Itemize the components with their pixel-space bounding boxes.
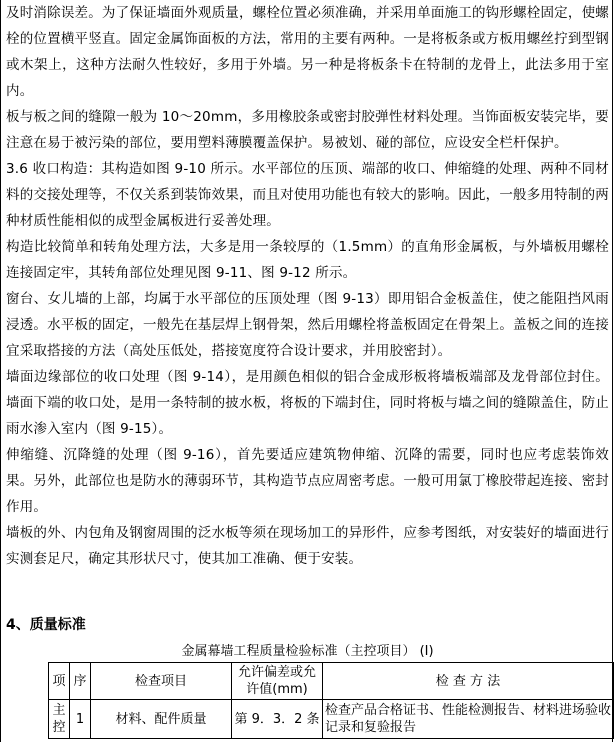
- cell-tolerance: 第 9．3．2 条: [232, 700, 323, 739]
- cell-item-type: 主控: [49, 700, 70, 739]
- table-header-row: [49, 663, 614, 700]
- paragraph-edge-closure: 墙面边缘部位的收口处理（图 9-14），是用颜色相似的铝合金成形板将墙板端部及龙骨部位封住。墙面下端的收口处，是用一条特制的披水板，将板的下端封住，同时将板与墙之间的缝隙盖住，防止雨水渗入室内（图 9-15）。: [6, 369, 609, 437]
- cell-check-item: 材料、配件质量: [91, 700, 232, 739]
- cell-seq: 1: [70, 700, 91, 739]
- paragraph-panel-gaps: 板与板之间的缝隙一般为 10～20mm，多用橡胶条或密封胶弹性材料处理。当饰面板安装完毕，要注意在易于被污染的部位，要用塑料薄膜覆盖保护。易被划、碰的部位，应设安全栏杆保护。: [6, 109, 609, 151]
- paragraph-corner-treatment: 构造比较简单和转角处理方法，大多是用一条较厚的（1.5mm）的直角形金属板，与外墙板用螺栓连接固定牢，其转角部位处理见图 9-11、图 9-12 所示。: [6, 239, 609, 281]
- header-item-type: 项: [49, 663, 70, 700]
- table-row: [49, 700, 614, 739]
- header-tolerance: 允许偏差或允许值(mm): [232, 663, 323, 700]
- quality-inspection-table: [48, 662, 614, 739]
- paragraph-flashing: 墙板的外、内包角及钢窗周围的泛水板等须在现场加工的异形件，应参考图纸，对安装好的墙面进行实测套足尺，确定其形状尺寸，使其加工准确、便于安装。: [6, 525, 609, 567]
- header-check-item: 检查项目: [91, 663, 232, 700]
- paragraph-bolt-fixing: 及时消除误差。为了保证墙面外观质量，螺栓位置必须准确，并采用单面施工的钩形螺栓固定，使螺栓的位置横平竖直。固定金属饰面板的方法，常用的主要有两种。一是将板条或方板用螺丝拧到型钢或木架上，这种方法耐久性较好，多用于外墙。另一种是将板条卡在特制的龙骨上，此法多用于室内。: [6, 5, 609, 99]
- header-method: 检 查 方 法: [323, 663, 614, 700]
- paragraph-coping: 窗台、女儿墙的上部，均属于水平部位的压顶处理（图 9-13）即用铝合金板盖住，使之能阻挡风雨浸透。水平板的固定，一般先在基层焊上钢骨架，然后用螺栓将盖板固定在骨架上。盖板之间的连接宜采取搭接的方法（高处压低处，搭接宽度符合设计要求，并用胶密封）。: [6, 291, 609, 359]
- table-caption: 金属幕墙工程质量检验标准（主控项目） (Ⅰ): [181, 644, 434, 659]
- cell-method: 检查产品合格证书、性能检测报告、材料进场验收记录和复验报告: [323, 700, 614, 739]
- paragraph-expansion-joints: 伸缩缝、沉降缝的处理（图 9-16），首先要适应建筑物伸缩、沉降的需要，同时也应考虑装饰效果。另外，此部位也是防水的薄弱环节，其构造节点应周密考虑。一般可用氯丁橡胶带起连接、密封作用。: [6, 447, 609, 515]
- paragraph-edge-construction: 3.6 收口构造：其构造如图 9-10 所示。水平部位的压顶、端部的收口、伸缩缝的处理、两种不同材料的交接处理等，不仅关系到装饰效果，而且对使用功能也有较大的影响。因此，一般多用特制的两种材质性能相似的成型金属板进行妥善处理。: [6, 161, 609, 229]
- section-heading-quality: 4、质量标准: [6, 617, 86, 633]
- header-seq: 序: [70, 663, 91, 700]
